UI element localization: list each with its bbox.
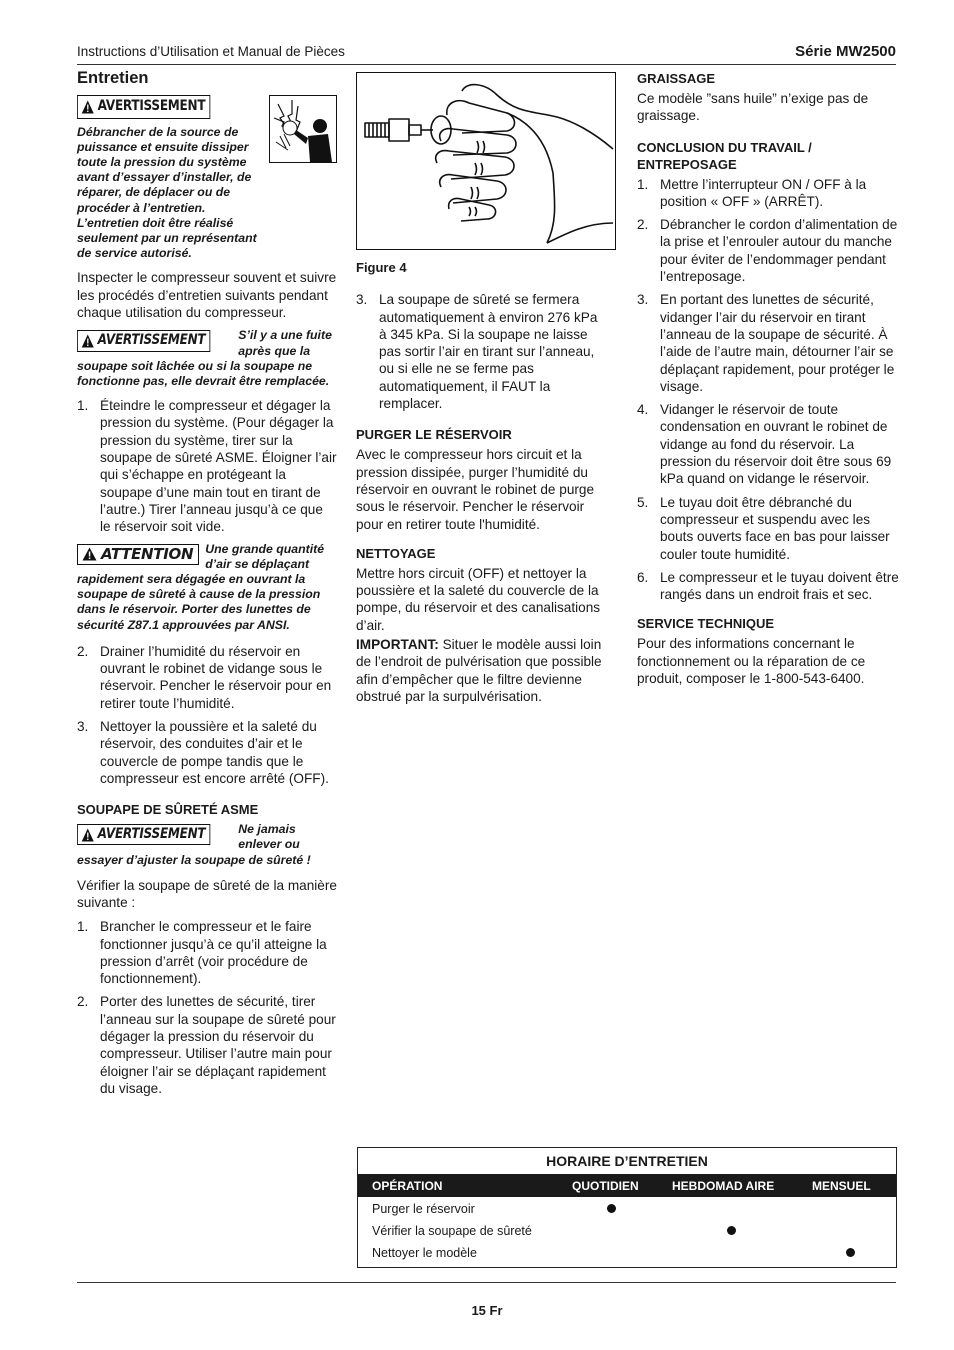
bullet-icon bbox=[727, 1226, 736, 1235]
list-item: 2. Drainer l’humidité du réservoir en ouvrant le robinet de vidange sous le réservoir. Pencher le réservoir pour en retirer toute l’humidité. bbox=[77, 643, 332, 711]
schedule-table bbox=[358, 1174, 896, 1263]
clean-heading: NETTOYAGE bbox=[356, 545, 436, 561]
list-item: 3. Nettoyer la poussière et la saleté du réservoir, des conduites d’air et le couvercle de pompe tandis que le compresseur est encore arrêté (OFF). bbox=[77, 718, 329, 786]
warning-badge: AVERTISSEMENT bbox=[77, 824, 211, 845]
warning-badge: AVERTISSEMENT bbox=[77, 330, 211, 351]
warning-triangle-icon bbox=[82, 547, 97, 561]
warning-block-1 bbox=[77, 95, 337, 261]
warning-text-2: S’il y a une fuite après que la soupape soit lâchée ou si la soupape ne fonctionne pas, elle devrait être remplacée. bbox=[77, 328, 332, 388]
frequency-cell bbox=[558, 1241, 658, 1263]
frequency-cell bbox=[658, 1197, 798, 1219]
maintenance-schedule bbox=[357, 1147, 897, 1268]
warning-badge: AVERTISSEMENT bbox=[77, 95, 210, 118]
service-paragraph: Pour des informations concernant le fonctionnement ou la réparation de ce produit, composer le 1-800-543-6400. bbox=[637, 636, 866, 687]
list-item: 1. Mettre l’interrupteur ON / OFF à la position « OFF » (ARRÊT). bbox=[637, 176, 867, 209]
attention-badge: ATTENTION bbox=[77, 544, 199, 565]
column-header: MENSUEL bbox=[798, 1174, 896, 1197]
header-document-title: Instructions d’Utilisation et Manual de Pièces bbox=[77, 44, 345, 59]
figure-caption: Figure 4 bbox=[356, 260, 407, 275]
verify-steps bbox=[77, 918, 337, 1097]
bullet-icon bbox=[846, 1248, 855, 1257]
warning-text-1: Débrancher de la source de puissance et ensuite dissiper toute la pression du système avant d’essayer d’installer, de réparer, de déplacer ou de procéder à l’entretien. L’entretien doit être réalisé seulement par un représentant de service autorisé. bbox=[77, 124, 257, 261]
header-series: Série MW2500 bbox=[795, 43, 896, 60]
list-item: 2. Débrancher le cordon d’alimentation de la prise et l’enrouler autour du manche pour éviter de l’endommager pendant l’entreposage. bbox=[637, 217, 898, 285]
list-item: 1. Éteindre le compresseur et dégager la pression du système. (Pour dégager la pression du système, tirer sur la soupape de sûreté ASME. Éloigner l’air qui s’échappe en protégeant la soupape d’une main tout en tirant de l’autre.) Tirer l’anneau jusqu’à ce que le réservoir soit vide. bbox=[77, 398, 337, 535]
page-number: 15 Fr bbox=[471, 1303, 503, 1318]
list-item: 3. En portant des lunettes de sécurité, vidanger l’air du réservoir en tirant l’anneau de la soupape de sécurité. À l’aide de l’autre main, détourner l’air se déplaçant rapidement, pour protéger le visage. bbox=[637, 292, 895, 394]
table-header-row bbox=[358, 1174, 896, 1197]
schedule-title: HORAIRE D’ENTRETIEN bbox=[546, 1153, 708, 1169]
column-header: QUOTIDIEN bbox=[558, 1174, 658, 1197]
table-row bbox=[358, 1219, 896, 1241]
purge-heading: PURGER LE RÉSERVOIR bbox=[356, 427, 512, 443]
storage-heading: CONCLUSION DU TRAVAIL / ENTREPOSAGE bbox=[637, 139, 812, 172]
clean-paragraph: Mettre hors circuit (OFF) et nettoyer la poussière et la saleté du couvercle de la pompe, du réservoir et des canalisations d’air. bbox=[356, 565, 601, 633]
list-item: 2. Porter des lunettes de sécurité, tirer l’anneau sur la soupape de sûreté pour dégager la pression du réservoir du compresseur. Utiliser l’autre main pour éloigner l’air se déplaçant rapidement du visage. bbox=[77, 994, 336, 1096]
frequency-cell bbox=[798, 1197, 896, 1219]
warning-triangle-icon bbox=[81, 828, 94, 842]
list-item: 5. Le tuyau doit être débranché du compresseur et suspendu avec les bouts ouverts face en bas pour laisser couler toute humidité. bbox=[637, 494, 890, 562]
frequency-cell bbox=[658, 1241, 798, 1263]
caution-text: Une grande quantité d’air se déplaçant rapidement sera dégagée en ouvrant la soupape de sûreté à cause de la pression dans le réservoir. Porter des lunettes de sécurité Z87.1 approuvées par ANSI. bbox=[77, 541, 325, 632]
frequency-cell bbox=[798, 1241, 896, 1263]
important-paragraph: IMPORTANT: Situer le modèle aussi loin de l’endroit de pulvérisation que possible afin d’empêcher que le filtre devienne obstrué par la surpulvérisation. bbox=[356, 637, 602, 704]
operation-cell: Purger le réservoir bbox=[372, 1202, 475, 1216]
service-heading: SERVICE TECHNIQUE bbox=[637, 616, 775, 632]
frequency-cell bbox=[558, 1197, 658, 1219]
storage-steps bbox=[637, 176, 899, 604]
footer-rule bbox=[77, 1282, 896, 1283]
purge-paragraph: Avec le compresseur hors circuit et la pression dissipée, purger l’humidité du réservoir en ouvrant le robinet de purge sous le réservoir. Pencher le réservoir pour en retirer toute l'humidité. bbox=[356, 447, 595, 532]
column-2 bbox=[356, 72, 604, 712]
intro-paragraph: Inspecter le compresseur souvent et suivre les procédés d’entretien suivants pendant chaque utilisation du compresseur. bbox=[77, 270, 337, 321]
frequency-cell bbox=[658, 1219, 798, 1241]
list-item: 4. Vidanger le réservoir de toute condensation en ouvrant le robinet de vidange au fond du réservoir. La pression du réservoir doit être sous 69 kPa quand on vidange le réservoir. bbox=[637, 402, 892, 487]
warning-block-3 bbox=[77, 822, 337, 868]
table-row bbox=[358, 1241, 896, 1263]
list-item: 6. Le compresseur et le tuyau doivent être rangés dans un endroit frais et sec. bbox=[637, 569, 899, 603]
verify-paragraph: Vérifier la soupape de sûreté de la manière suivante : bbox=[77, 877, 337, 910]
warning-triangle-icon bbox=[81, 100, 94, 114]
maintenance-steps bbox=[77, 397, 337, 535]
column-header: HEBDOMAD AIRE bbox=[658, 1174, 798, 1197]
maintenance-steps-continued bbox=[77, 643, 337, 787]
operation-cell: Vérifier la soupape de sûreté bbox=[372, 1224, 532, 1238]
table-row bbox=[358, 1197, 896, 1219]
frequency-cell bbox=[798, 1219, 896, 1241]
operation-cell: Nettoyer le modèle bbox=[372, 1246, 477, 1260]
lube-heading: GRAISSAGE bbox=[637, 71, 716, 86]
warning-triangle-icon bbox=[81, 334, 94, 348]
list-item: 1. Brancher le compresseur et le faire fonctionner jusqu’à ce qu’il atteigne la pression d’arrêt (voir procédure de fonctionnement). bbox=[77, 919, 327, 987]
electric-shock-icon bbox=[269, 95, 337, 163]
column-header: OPÉRATION bbox=[358, 1174, 558, 1197]
asme-heading: SOUPAPE DE SÛRETÉ ASME bbox=[77, 802, 259, 818]
warning-text-3: Ne jamais enlever ou essayer d’ajuster la soupape de sûreté ! bbox=[77, 822, 311, 867]
header-rule bbox=[77, 64, 896, 65]
warning-block-2 bbox=[77, 328, 337, 389]
figure-4-illustration bbox=[356, 72, 616, 250]
lube-paragraph: Ce modèle ”sans huile” n’exige pas de graissage. bbox=[637, 91, 869, 124]
caution-block bbox=[77, 542, 337, 633]
column-1 bbox=[77, 68, 337, 1103]
list-item: 3. La soupape de sûreté se fermera automatiquement à environ 276 kPa à 345 kPa. Si la soupape ne laisse pas sortir l’air en tirant sur l’anneau, ou si elle ne se ferme pas automatiquement, il FAUT la remplacer. bbox=[356, 292, 598, 412]
verify-steps-continued bbox=[356, 291, 604, 412]
bullet-icon bbox=[607, 1204, 616, 1213]
frequency-cell bbox=[558, 1219, 658, 1241]
section-title: Entretien bbox=[77, 69, 149, 87]
column-3 bbox=[637, 68, 899, 694]
hand-pulling-valve-ring-icon bbox=[357, 73, 615, 249]
